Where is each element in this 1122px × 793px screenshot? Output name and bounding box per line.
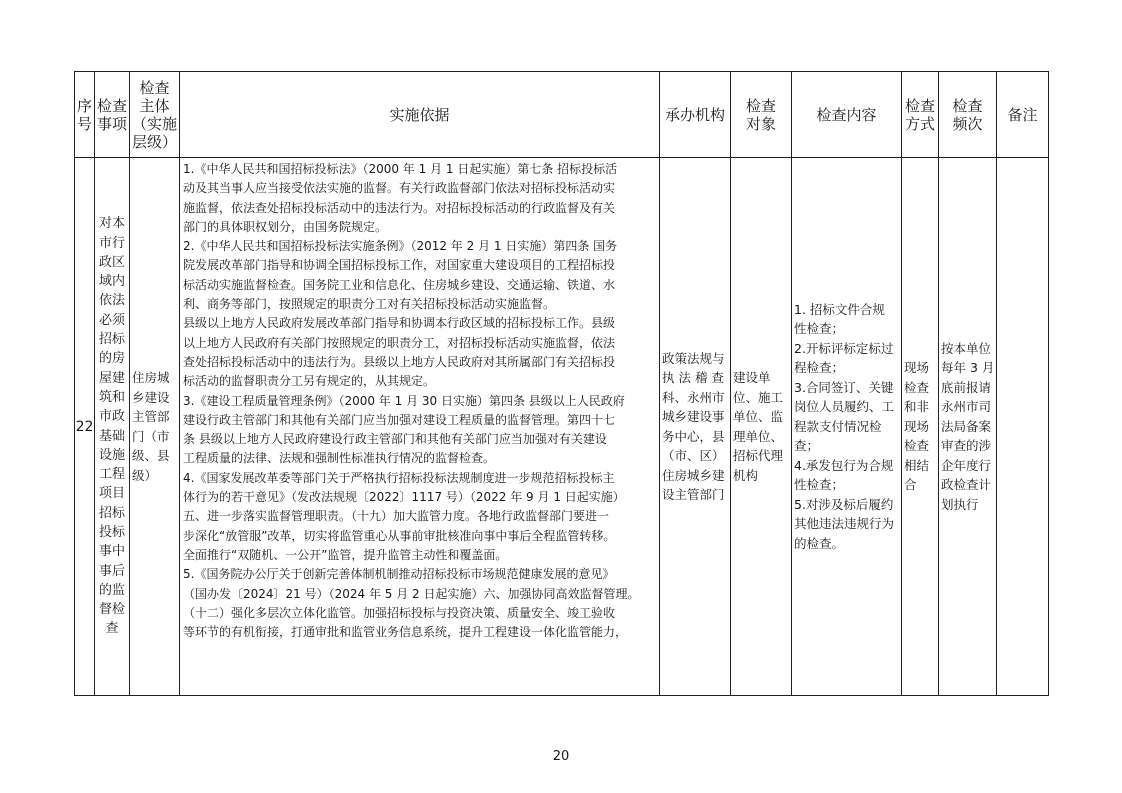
row-frequency: 按本单位 每年 3 月 底前报请 永州市司 法局备案 审查的涉 企年度行 政检查计 划执行 — [939, 158, 997, 696]
header-row — [75, 72, 1049, 158]
header-method: 检查 方式 — [902, 72, 939, 158]
row-note — [997, 158, 1049, 696]
row-item: 对本 市行 政区 域内 依法 必须 招标 的房 屋建 筑和 市政 基础 设施 工程 项目 招标 投标 事中 事后 的监 督检 查 — [95, 158, 130, 696]
page-number: 20 — [552, 749, 570, 764]
header-note: 备注 — [997, 72, 1049, 158]
row-seq: 22 — [75, 158, 95, 696]
header-frequency: 检查 频次 — [939, 72, 997, 158]
table-row — [75, 158, 1049, 696]
row-target: 建设单 位、施工 单位、监 理单位、 招标代理 机构 — [731, 158, 792, 696]
header-seq: 序 号 — [75, 72, 95, 158]
header-basis: 实施依据 — [180, 72, 660, 158]
row-method: 现场 检查 和非 现场 检查 相结 合 — [902, 158, 939, 696]
header-org: 承办机构 — [660, 72, 731, 158]
header-target: 检查 对象 — [731, 72, 792, 158]
header-item: 检查 事项 — [95, 72, 130, 158]
row-organization: 政策法规与 执 法 稽 查 科、永州市 城乡建设事 务中心，县 （市、区） 住房城乡建 设主管部门 — [660, 158, 731, 696]
inspection-table — [74, 71, 1049, 696]
header-content: 检查内容 — [792, 72, 902, 158]
header-subject: 检查 主体 （实施 层级） — [130, 72, 180, 158]
row-subject: 住房城 乡建设 主管部 门（市 级、县 级） — [130, 158, 180, 696]
row-content: 1. 招标文件合规 性检查； 2.开标评标定标过 程检查； 3.合同签订、关键 岗位人员履约、工 程款支付情况检 查； 4.承发包行为合规 性检查； 5.对涉及标后履约 其他违法违规行为 的检查。 — [792, 158, 902, 696]
row-basis: 1.《中华人民共和国招标投标法》（2000 年 1 月 1 日起实施）第七条 招标投标活 动及其当事人应当接受依法实施的监督。有关行政监督部门依法对招标投标活动实 施监督，依法查处招标投标活动中的违法行为。对招标投标活动的行政监督及有关 部门的具体职权划分，由国务院规定。 2.《中华人民共和国招标投标法实施条例》（2012 年 2 月 1 日实施）第四条 国务 院发展改革部门指导和协调全国招标投标工作，对国家重大建设项目的工程招标投 标活动实施监督检查。国务院工业和信息化、住房城乡建设、交通运输、铁道、水 利、商务等部门，按照规定的职责分工对有关招标投标活动实施监督。 县级以上地方人民政府发展改革部门指导和协调本行政区域的招标投标工作。县级 以上地方人民政府有关部门按照规定的职责分工，对招标投标活动实施监督，依法 查处招标投标活动中的违法行为。县级以上地方人民政府对其所属部门有关招标投 标活动的监督职责分工另有规定的，从其规定。 3.《建设工程质量管理条例》（2000 年 1 月 30 日实施）第四条 县级以上人民政府 建设行政主管部门和其他有关部门应当加强对建设工程质量的监督管理。第四十七 条 县级以上地方人民政府建设行政主管部门和其他有关部门应当加强对有关建设 工程质量的法律、法规和强制性标准执行情况的监督检查。 4.《国家发展改革委等部门关于严格执行招标投标法规制度进一步规范招标投标主 体行为的若干意见》（发改法规规〔2022〕1117 号）（2022 年 9 月 1 日起实施） 五、进一步落实监督管理职责。（十九）加大监管力度。各地行政监督部门要进一 步深化“放管服”改革，切实将监管重心从事前审批核准向事中事后全程监管转移。 全面推行“双随机、一公开”监管，提升监管主动性和覆盖面。 5.《国务院办公厅关于创新完善体制机制推动招标投标市场规范健康发展的意见》 （国办发〔2024〕21 号）（2024 年 5 月 2 日起实施）六、加强协同高效监督管理。 （十二）强化多层次立体化监管。加强招标投标与投资决策、质量安全、竣工验收 等环节的有机衔接，打通审批和监管业务信息系统，提升工程建设一体化监管能力， — [180, 158, 660, 696]
